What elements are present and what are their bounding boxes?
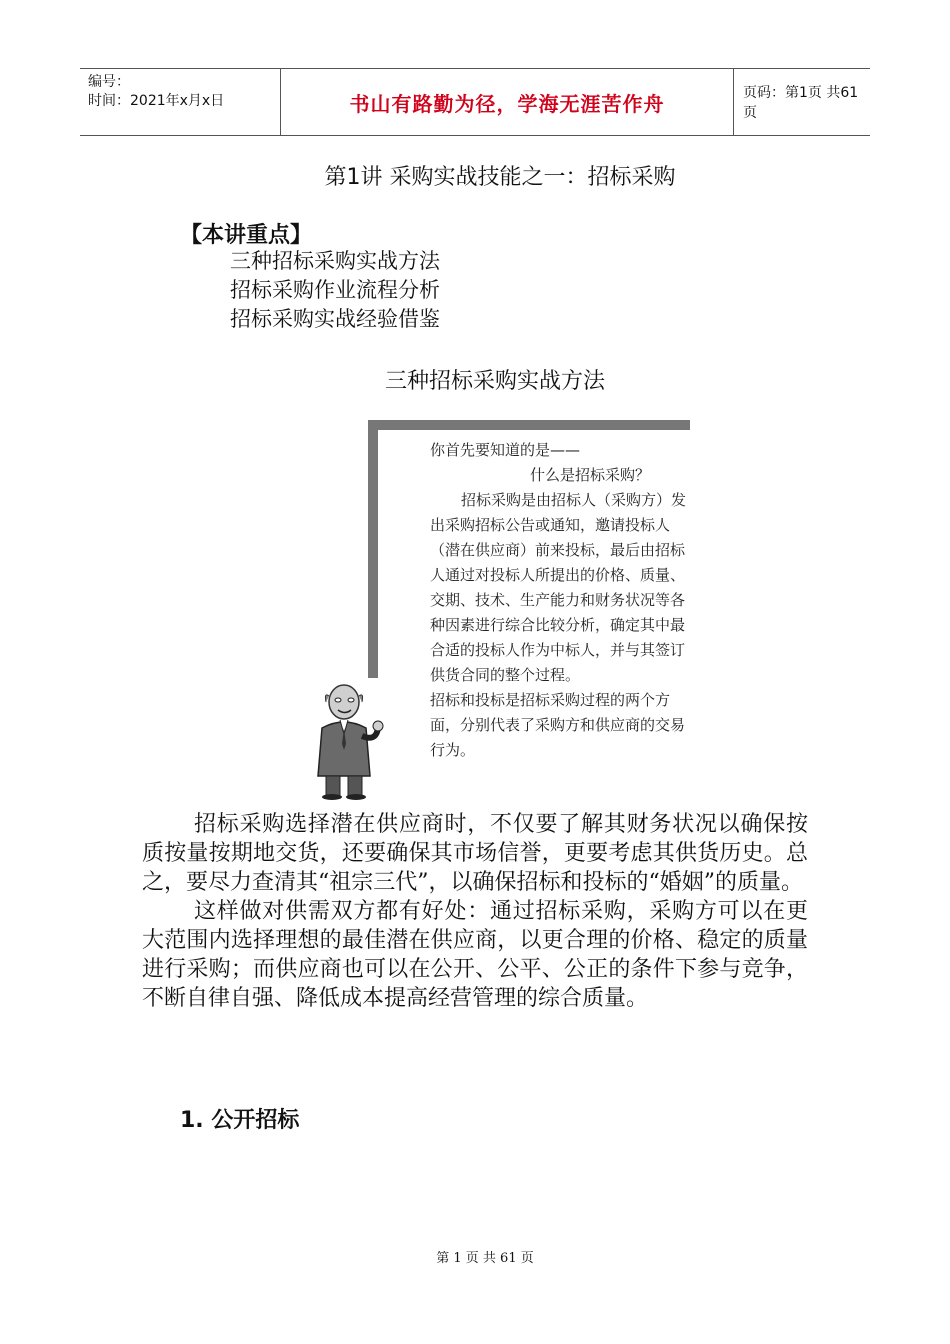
figure-note: 招标和投标是招标采购过程的两个方面，分别代表了采购方和供应商的交易行为。 [430,691,686,759]
section-heading: 三种招标采购实战方法 [384,369,605,394]
header-page-cell [733,69,870,135]
businessman-pointing-icon [300,680,390,800]
body-paragraph: 这样做对供需双方都有好处：通过招标采购，采购方可以在更大范围内选择理想的最佳潜在供应商，以更合理的价格、稳定的质量进行采购；而供应商也可以在公开、公平、公正的条件下参与竞争，不断自律自强、降低成本提高经营管理的综合质量。 [142,899,808,1011]
subheading-open-bidding: 1. 公开招标 [180,1108,300,1133]
figure-definition: 招标采购是由招标人（采购方）发出采购招标公告或通知，邀请投标人（潜在供应商）前来投标，最后由招标人通过对投标人所提出的价格、质量、交期、技术、生产能力和财务状况等各种因素进行综合比较分析，确定其中最合适的投标人作为中标人，并与其签订供货合同的整个过程。 [430,491,687,684]
focus-item: 招标采购作业流程分析 [230,278,440,302]
focus-list [230,247,440,334]
focus-heading: 【本讲重点】 [180,223,313,248]
definition-figure [368,420,690,800]
focus-item: 招标采购实战经验借鉴 [230,307,440,331]
body-paragraph: 招标采购选择潜在供应商时，不仅要了解其财务状况以确保按质按量按期地交货，还要确保其市场信誉，更要考虑其供货历史。总之，要尽力查清其“祖宗三代”，以确保招标和投标的“婚姻”的质量。 [142,812,808,895]
doc-code-label: 编号： [88,74,130,90]
figure-frame-left [368,420,378,678]
header-motto-cell [280,69,734,135]
doc-time-label: 时间：2021年x月x日 [88,93,225,109]
figure-line1: 你首先要知道的是—— [430,441,581,459]
figure-frame-top [368,420,690,430]
figure-text [430,438,690,763]
header-meta [80,69,280,135]
focus-item: 三种招标采购实战方法 [230,249,440,273]
figure-question: 什么是招标采购？ [530,466,651,484]
lecture-title: 第1讲 采购实战技能之一：招标采购 [324,165,676,190]
body-text [142,810,808,1013]
header-table [80,68,870,136]
page-footer: 第 1 页 共 61 页 [436,1251,534,1266]
header-page-info: 页码：第1页 共61页 [743,85,859,121]
header-motto: 书山有路勤为径，学海无涯苦作舟 [349,91,665,116]
